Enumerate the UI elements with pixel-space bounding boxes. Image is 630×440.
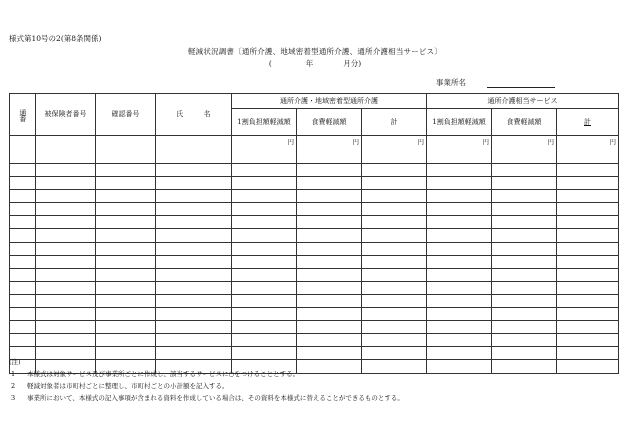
yen-unit-cell[interactable]: 円	[232, 136, 297, 164]
table-row	[10, 136, 619, 164]
table-cell[interactable]	[362, 190, 427, 203]
table-cell[interactable]	[297, 255, 362, 268]
table-cell[interactable]	[232, 334, 297, 347]
table-cell[interactable]	[36, 229, 96, 242]
table-cell[interactable]	[156, 164, 232, 177]
period-year-label: 年	[305, 59, 314, 68]
table-row	[10, 229, 619, 242]
table-cell[interactable]	[297, 229, 362, 242]
header-insured-number: 被保険者番号	[36, 94, 96, 136]
table-cell[interactable]	[492, 242, 557, 255]
table-cell[interactable]	[96, 164, 156, 177]
period-open-paren: (	[268, 59, 272, 68]
table-cell[interactable]	[492, 255, 557, 268]
table-cell[interactable]	[557, 360, 619, 373]
reduction-ledger-table	[9, 93, 619, 374]
table-cell[interactable]	[10, 334, 36, 347]
table-cell[interactable]	[156, 294, 232, 307]
table-cell[interactable]	[427, 242, 492, 255]
table-cell[interactable]	[362, 242, 427, 255]
table-cell[interactable]	[427, 347, 492, 360]
table-cell[interactable]	[557, 294, 619, 307]
table-cell[interactable]	[362, 164, 427, 177]
table-cell[interactable]	[427, 334, 492, 347]
yen-unit-cell[interactable]: 円	[557, 136, 619, 164]
table-cell[interactable]	[96, 216, 156, 229]
table-cell[interactable]	[96, 203, 156, 216]
table-cell[interactable]	[96, 294, 156, 307]
table-cell[interactable]	[492, 216, 557, 229]
table-cell[interactable]	[232, 203, 297, 216]
table-cell[interactable]	[297, 242, 362, 255]
table-cell[interactable]	[10, 242, 36, 255]
table-row	[10, 203, 619, 216]
table-cell[interactable]	[297, 216, 362, 229]
table-cell[interactable]	[492, 347, 557, 360]
table-cell[interactable]	[10, 136, 36, 164]
table-cell[interactable]	[36, 294, 96, 307]
header-confirmation-number: 確認番号	[96, 94, 156, 136]
table-row	[10, 164, 619, 177]
header-row-groups	[10, 94, 619, 109]
table-cell[interactable]	[232, 229, 297, 242]
table-cell[interactable]	[36, 177, 96, 190]
table-cell[interactable]	[362, 281, 427, 294]
table-row	[10, 321, 619, 334]
table-cell[interactable]	[96, 308, 156, 321]
table-cell[interactable]	[297, 334, 362, 347]
yen-unit-cell[interactable]: 円	[362, 136, 427, 164]
table-cell[interactable]	[557, 347, 619, 360]
table-cell[interactable]	[36, 281, 96, 294]
table-cell[interactable]	[36, 164, 96, 177]
table-row	[10, 294, 619, 307]
table-cell[interactable]	[492, 360, 557, 373]
table-cell[interactable]	[557, 308, 619, 321]
table-row	[10, 268, 619, 281]
table-cell[interactable]	[427, 268, 492, 281]
table-cell[interactable]	[96, 268, 156, 281]
header-b-cost-reduction: 1割負担額軽減額	[427, 109, 492, 136]
table-cell[interactable]	[297, 294, 362, 307]
table-cell[interactable]	[557, 164, 619, 177]
table-cell[interactable]	[297, 177, 362, 190]
note-item: 2 軽減対象者は市町村ごとに整理し、市町村ごとの小計額を記入する。	[11, 382, 229, 390]
table-cell[interactable]	[156, 281, 232, 294]
table-cell[interactable]	[427, 229, 492, 242]
header-a-total: 計	[362, 109, 427, 136]
table-cell[interactable]	[96, 334, 156, 347]
table-cell[interactable]	[156, 136, 232, 164]
header-b-meal-reduction: 食費軽減額	[492, 109, 557, 136]
header-name: 氏 名	[156, 94, 232, 136]
table-cell[interactable]	[96, 229, 156, 242]
header-group-equivalent-service: 通所介護相当サービス	[427, 94, 619, 109]
yen-unit-cell[interactable]: 円	[297, 136, 362, 164]
notes-section	[9, 356, 404, 404]
table-cell[interactable]	[232, 164, 297, 177]
table-cell[interactable]	[10, 281, 36, 294]
table-cell[interactable]	[427, 190, 492, 203]
table-cell[interactable]	[427, 281, 492, 294]
table-cell[interactable]	[96, 281, 156, 294]
table-cell[interactable]	[10, 268, 36, 281]
form-number: 様式第10号の2(第8条関係)	[9, 34, 102, 43]
table-cell[interactable]	[362, 268, 427, 281]
table-cell[interactable]	[96, 242, 156, 255]
table-cell[interactable]	[232, 190, 297, 203]
table-cell[interactable]	[427, 255, 492, 268]
table-cell[interactable]	[297, 321, 362, 334]
table-cell[interactable]	[492, 281, 557, 294]
table-cell[interactable]	[362, 308, 427, 321]
table-cell[interactable]	[557, 242, 619, 255]
table-cell[interactable]	[362, 203, 427, 216]
table-cell[interactable]	[36, 255, 96, 268]
table-cell[interactable]	[362, 229, 427, 242]
table-cell[interactable]	[10, 216, 36, 229]
table-cell[interactable]	[557, 281, 619, 294]
table-cell[interactable]	[156, 177, 232, 190]
table-cell[interactable]	[492, 203, 557, 216]
table-cell[interactable]	[232, 268, 297, 281]
table-cell[interactable]	[232, 281, 297, 294]
table-cell[interactable]	[96, 177, 156, 190]
table-cell[interactable]	[492, 268, 557, 281]
table-row	[10, 334, 619, 347]
table-cell[interactable]	[492, 190, 557, 203]
table-cell[interactable]	[362, 216, 427, 229]
table-cell[interactable]	[492, 294, 557, 307]
table-cell[interactable]	[362, 255, 427, 268]
table-row	[10, 177, 619, 190]
table-cell[interactable]	[362, 294, 427, 307]
table-cell[interactable]	[297, 164, 362, 177]
header-b-total: 計	[557, 109, 619, 136]
table-cell[interactable]	[492, 229, 557, 242]
table-cell[interactable]	[492, 321, 557, 334]
table-cell[interactable]	[492, 177, 557, 190]
table-cell[interactable]	[36, 190, 96, 203]
office-name-field[interactable]	[487, 87, 555, 88]
table-cell[interactable]	[156, 229, 232, 242]
table-cell[interactable]	[297, 268, 362, 281]
note-item: 3 事業所において、本様式の記入事項が含まれる資料を作成している場合は、その資料を本様式に替えることができるものとする。	[11, 394, 404, 402]
notes-label: (注)	[9, 358, 21, 366]
table-cell[interactable]	[557, 229, 619, 242]
table-cell[interactable]	[156, 268, 232, 281]
table-cell[interactable]	[557, 203, 619, 216]
header-a-meal-reduction: 食費軽減額	[297, 109, 362, 136]
header-group-day-care: 通所介護・地域密着型通所介護	[232, 94, 427, 109]
table-cell[interactable]	[362, 334, 427, 347]
yen-unit-cell[interactable]: 円	[492, 136, 557, 164]
table-cell[interactable]	[232, 294, 297, 307]
table-cell[interactable]	[232, 308, 297, 321]
table-cell[interactable]	[427, 216, 492, 229]
table-cell[interactable]	[492, 164, 557, 177]
table-cell[interactable]	[10, 255, 36, 268]
table-cell[interactable]	[557, 334, 619, 347]
table-cell[interactable]	[10, 190, 36, 203]
table-cell[interactable]	[557, 190, 619, 203]
table-row	[10, 242, 619, 255]
table-cell[interactable]	[10, 177, 36, 190]
reporting-period	[0, 58, 630, 69]
table-row	[10, 190, 619, 203]
table-cell[interactable]	[232, 177, 297, 190]
table-cell[interactable]	[156, 203, 232, 216]
table-cell[interactable]	[96, 321, 156, 334]
table-cell[interactable]	[492, 334, 557, 347]
table-cell[interactable]	[557, 255, 619, 268]
table-cell[interactable]	[297, 281, 362, 294]
table-cell[interactable]	[156, 255, 232, 268]
table-cell[interactable]	[156, 321, 232, 334]
table-cell[interactable]	[36, 334, 96, 347]
note-item: 1 本様式は対象サービス及び事業所ごとに作成し、該当するサービスに○をつけることとする。	[11, 370, 300, 378]
table-cell[interactable]	[96, 136, 156, 164]
table-cell[interactable]	[156, 242, 232, 255]
table-cell[interactable]	[232, 255, 297, 268]
table-cell[interactable]	[36, 268, 96, 281]
table-cell[interactable]	[36, 136, 96, 164]
table-cell[interactable]	[156, 190, 232, 203]
table-cell[interactable]	[557, 216, 619, 229]
table-cell[interactable]	[96, 255, 156, 268]
table-row	[10, 255, 619, 268]
table-cell[interactable]	[36, 216, 96, 229]
table-cell[interactable]	[156, 334, 232, 347]
table-cell[interactable]	[557, 177, 619, 190]
table-cell[interactable]	[232, 216, 297, 229]
table-cell[interactable]	[427, 164, 492, 177]
table-cell[interactable]	[36, 308, 96, 321]
office-name-label: 事業所名	[436, 78, 466, 87]
table-cell[interactable]	[36, 242, 96, 255]
table-cell[interactable]	[427, 321, 492, 334]
table-cell[interactable]	[10, 203, 36, 216]
document-title: 軽減状況調書〔通所介護、地域密着型通所介護、通所介護相当サービス〕	[187, 47, 443, 56]
table-cell[interactable]	[36, 203, 96, 216]
table-cell[interactable]	[232, 321, 297, 334]
table-cell[interactable]	[10, 294, 36, 307]
table-cell[interactable]	[96, 190, 156, 203]
table-cell[interactable]	[156, 216, 232, 229]
yen-unit-cell[interactable]: 円	[427, 136, 492, 164]
table-cell[interactable]	[427, 203, 492, 216]
table-cell[interactable]	[427, 360, 492, 373]
period-month-label: 月分)	[343, 59, 362, 68]
table-cell[interactable]	[427, 177, 492, 190]
table-cell[interactable]	[297, 203, 362, 216]
table-cell[interactable]	[427, 308, 492, 321]
table-cell[interactable]	[36, 321, 96, 334]
table-cell[interactable]	[232, 242, 297, 255]
table-cell[interactable]	[10, 321, 36, 334]
table-cell[interactable]	[492, 308, 557, 321]
table-cell[interactable]	[362, 177, 427, 190]
table-cell[interactable]	[362, 321, 427, 334]
table-cell[interactable]	[10, 308, 36, 321]
header-index: 通番	[10, 94, 36, 136]
table-cell[interactable]	[156, 308, 232, 321]
header-a-cost-reduction: 1割負担額軽減額	[232, 109, 297, 136]
table-cell[interactable]	[10, 164, 36, 177]
table-cell[interactable]	[557, 268, 619, 281]
table-cell[interactable]	[557, 321, 619, 334]
table-cell[interactable]	[10, 229, 36, 242]
table-cell[interactable]	[297, 190, 362, 203]
table-cell[interactable]	[297, 308, 362, 321]
table-cell[interactable]	[427, 294, 492, 307]
table-row	[10, 216, 619, 229]
table-row	[10, 281, 619, 294]
table-row	[10, 308, 619, 321]
